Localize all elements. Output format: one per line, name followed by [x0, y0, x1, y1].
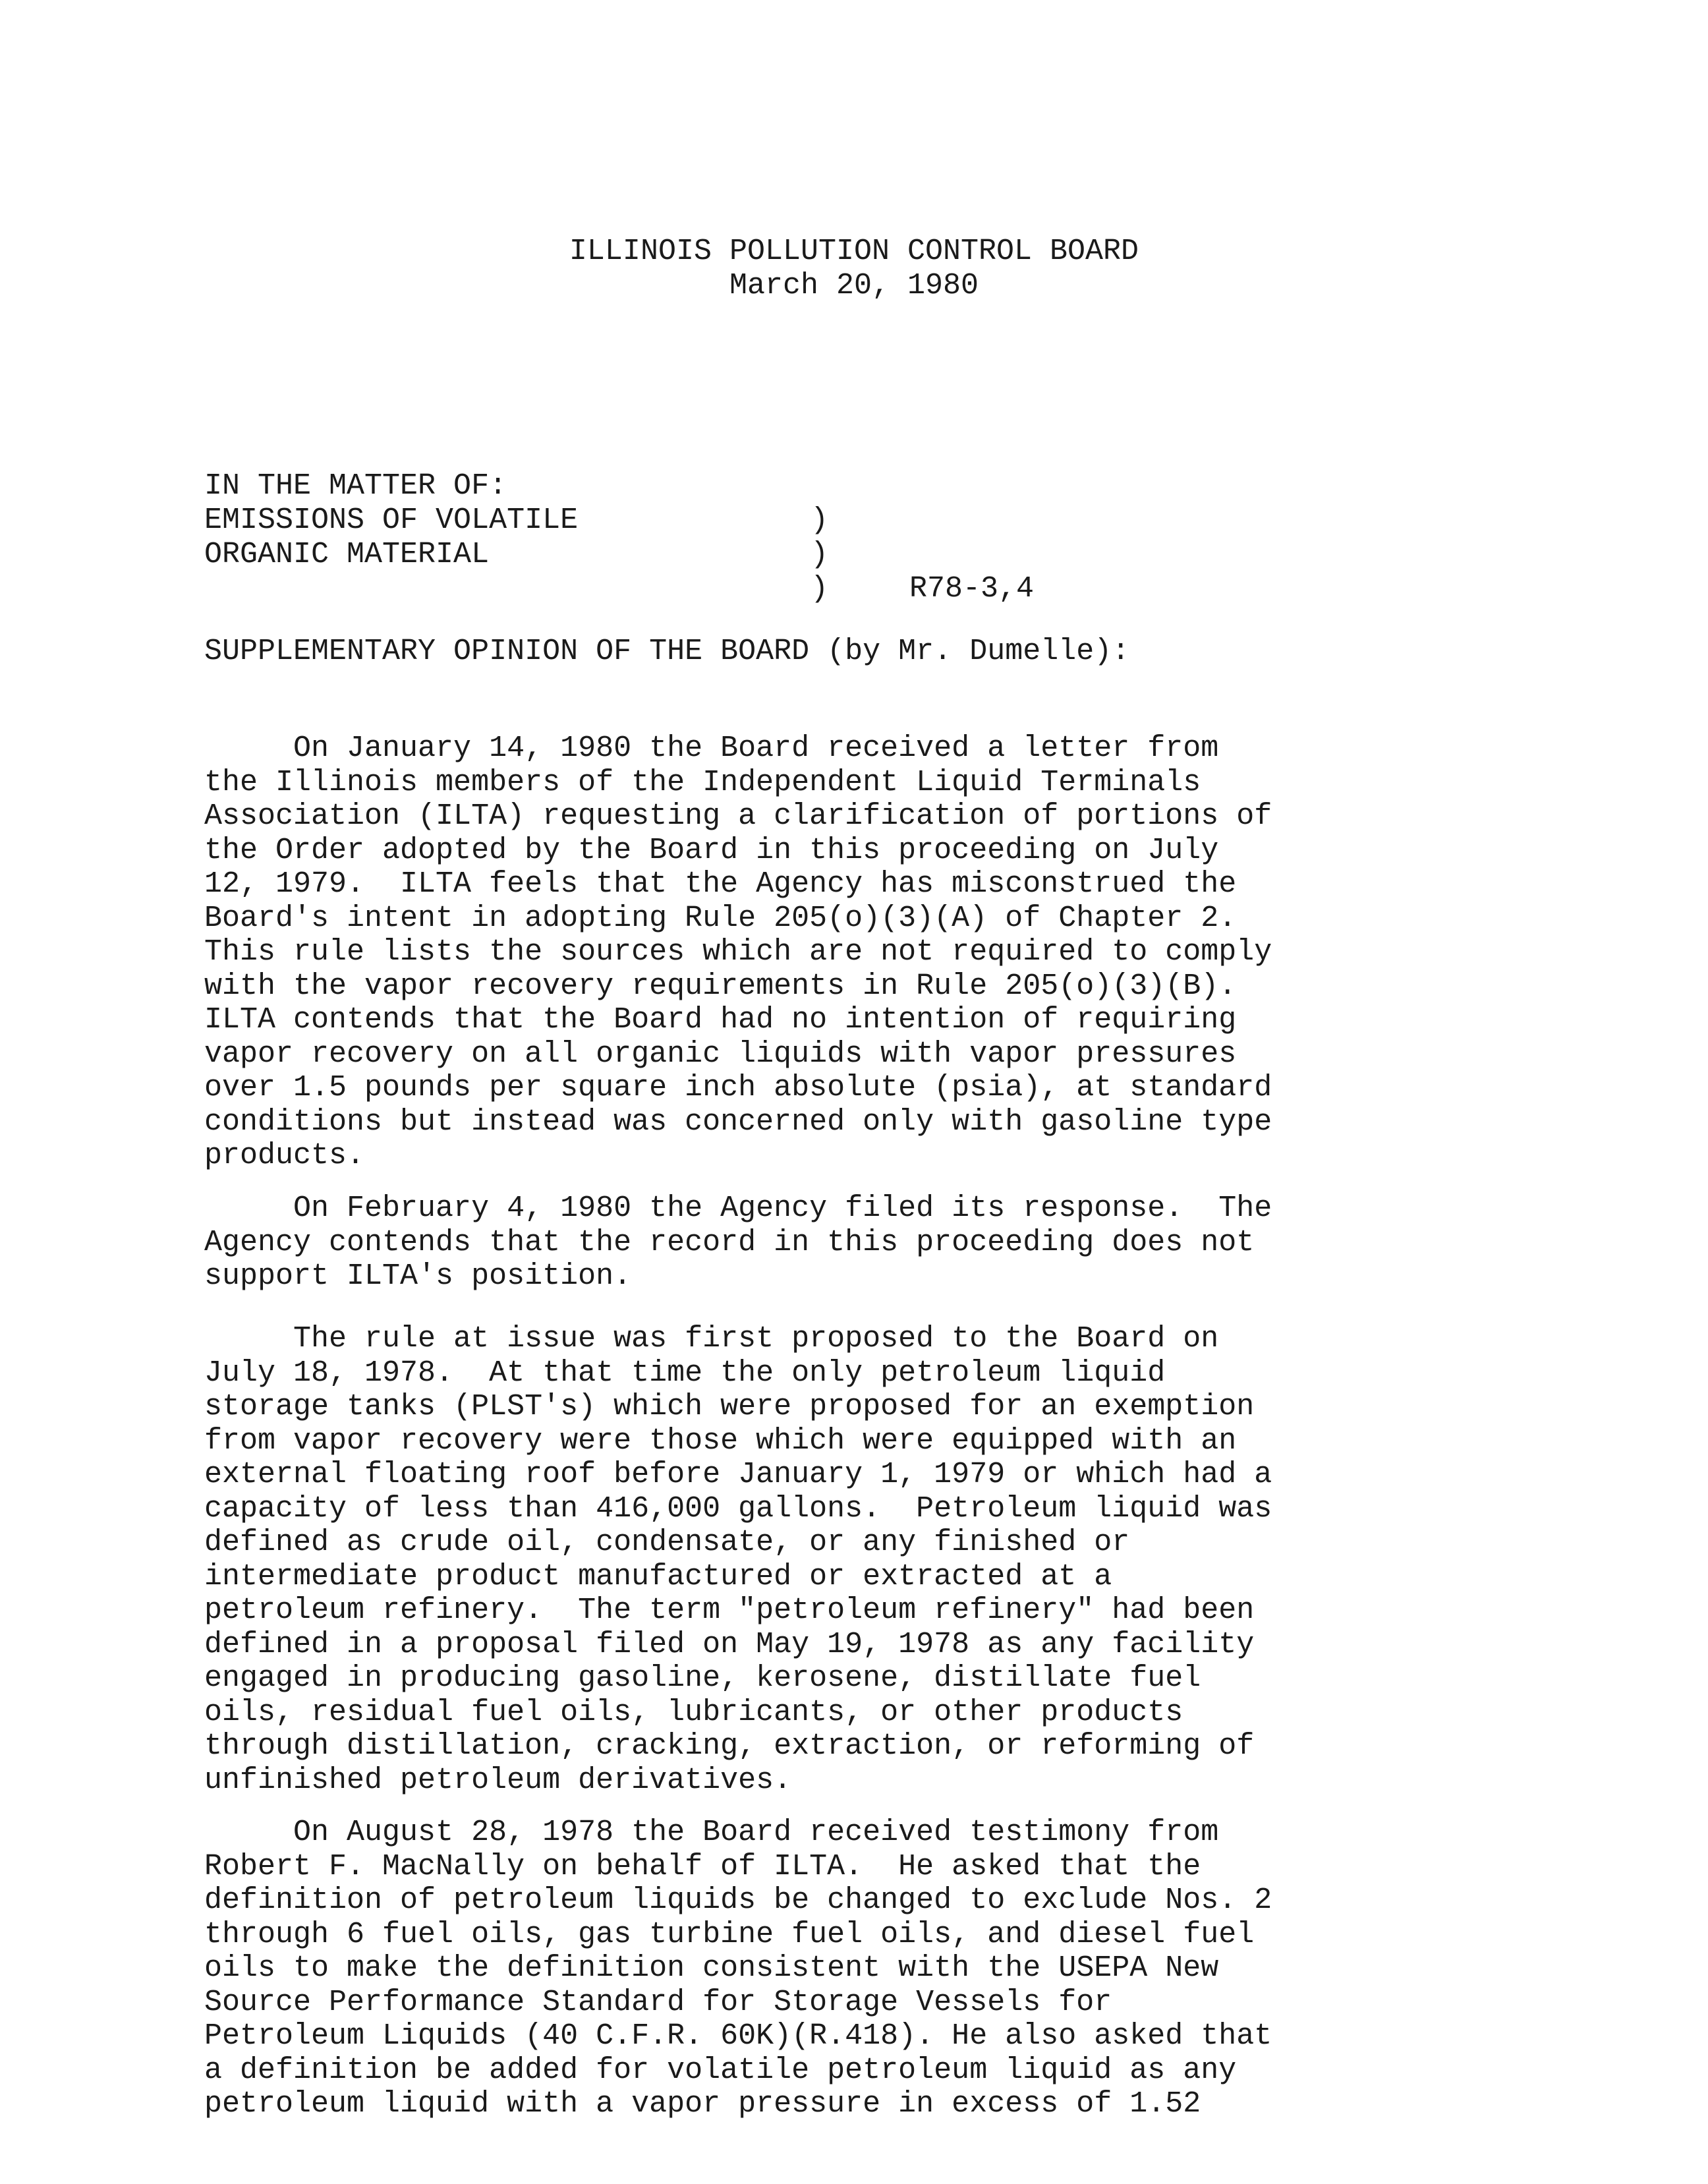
text-line: defined as crude oil, condensate, or any finished or	[204, 1526, 1130, 1559]
text-line: oils, residual fuel oils, lubricants, or other products	[204, 1695, 1183, 1729]
text-line: a definition be added for volatile petroleum liquid as any	[204, 2053, 1237, 2087]
text-line: capacity of less than 416,000 gallons. Petroleum liquid was	[204, 1491, 1272, 1526]
board-title: ILLINOIS POLLUTION CONTROL BOARD	[569, 235, 1139, 268]
text-line: products.	[204, 1139, 365, 1172]
text-line: definition of petroleum liquids be changed to exclude Nos. 2	[204, 1883, 1272, 1917]
text-line: support ILTA's position.	[204, 1259, 632, 1293]
text-line: with the vapor recovery requirements in Rule 205(o)(3)(B).	[204, 969, 1237, 1003]
caption-paren: )	[811, 538, 829, 571]
text-line: engaged in producing gasoline, kerosene, distillate fuel	[204, 1661, 1201, 1695]
paragraph-3	[204, 1322, 1522, 1797]
text-line: petroleum liquid with a vapor pressure in excess of 1.52	[204, 2087, 1201, 2121]
text-line: over 1.5 pounds per square inch absolute (psia), at standard	[204, 1071, 1272, 1105]
text-line: intermediate product manufactured or extracted at a	[204, 1559, 1112, 1594]
docket-number: R78-3,4	[909, 572, 1035, 606]
paragraph-4	[204, 1816, 1522, 2121]
caption-paren: )	[811, 572, 829, 606]
text-line: through distillation, cracking, extraction, or reforming of	[204, 1729, 1255, 1763]
document-date: March 20, 1980	[729, 269, 979, 302]
text-line: The rule at issue was first proposed to the Board on	[204, 1322, 1219, 1356]
case-caption	[204, 435, 1035, 606]
text-line: Petroleum Liquids (40 C.F.R. 60K)(R.418). He also asked that	[204, 2019, 1272, 2053]
text-line: the Illinois members of the Independent Liquid Terminals	[204, 765, 1201, 799]
text-line: defined in a proposal filed on May 19, 1978 as any facility	[204, 1627, 1255, 1661]
opinion-heading: SUPPLEMENTARY OPINION OF THE BOARD (by Mr. Dumelle):	[204, 635, 1130, 668]
paragraph-2	[204, 1192, 1522, 1294]
text-line: storage tanks (PLST's) which were proposed for an exemption	[204, 1390, 1255, 1423]
caption-line: IN THE MATTER OF:	[204, 469, 507, 503]
text-line: Board's intent in adopting Rule 205(o)(3)(A) of Chapter 2.	[204, 901, 1237, 935]
text-line: unfinished petroleum derivatives.	[204, 1763, 792, 1797]
text-line: This rule lists the sources which are not required to comply	[204, 935, 1272, 969]
text-line: vapor recovery on all organic liquids with vapor pressures	[204, 1037, 1237, 1071]
text-line: Association (ILTA) requesting a clarification of portions of	[204, 799, 1272, 833]
text-line: Agency contends that the record in this proceeding does not	[204, 1225, 1255, 1259]
text-line: conditions but instead was concerned only with gasoline type	[204, 1105, 1272, 1139]
text-line: external floating roof before January 1, 1979 or which had a	[204, 1458, 1272, 1491]
caption-paren: )	[811, 503, 829, 537]
text-line: through 6 fuel oils, gas turbine fuel oils, and diesel fuel	[204, 1917, 1255, 1951]
caption-line: ORGANIC MATERIAL	[204, 538, 490, 571]
text-line: petroleum refinery. The term "petroleum refinery" had been	[204, 1594, 1255, 1627]
text-line: 12, 1979. ILTA feels that the Agency has misconstrued the	[204, 867, 1237, 901]
paragraph-1	[204, 732, 1522, 1173]
text-line: the Order adopted by the Board in this proceeding on July	[204, 833, 1219, 867]
text-line: On February 4, 1980 the Agency filed its response. The	[204, 1192, 1272, 1225]
text-line: July 18, 1978. At that time the only petroleum liquid	[204, 1356, 1166, 1390]
text-line: ILTA contends that the Board had no intention of requiring	[204, 1003, 1237, 1037]
text-line: Robert F. MacNally on behalf of ILTA. He asked that the	[204, 1849, 1201, 1883]
text-line: oils to make the definition consistent with the USEPA New	[204, 1951, 1219, 1985]
text-line: On August 28, 1978 the Board received testimony from	[204, 1816, 1219, 1849]
caption-line: EMISSIONS OF VOLATILE	[204, 503, 579, 537]
text-line: from vapor recovery were those which were equipped with an	[204, 1423, 1237, 1458]
text-line: Source Performance Standard for Storage Vessels for	[204, 1985, 1112, 2019]
text-line: On January 14, 1980 the Board received a letter from	[204, 732, 1219, 765]
